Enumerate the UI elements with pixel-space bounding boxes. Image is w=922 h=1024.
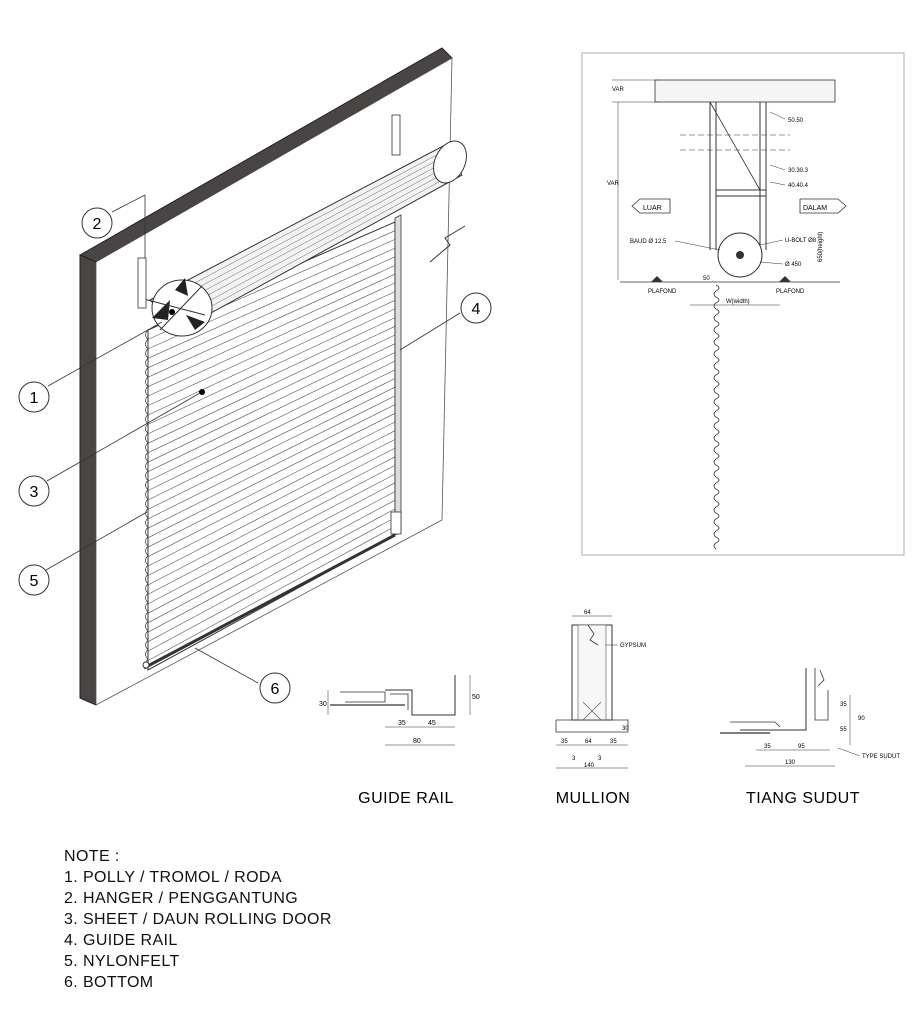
svg-text:6: 6 bbox=[270, 681, 280, 698]
svg-text:30: 30 bbox=[319, 701, 327, 708]
svg-text:VAR: VAR bbox=[612, 87, 624, 93]
svg-text:1: 1 bbox=[29, 390, 39, 407]
note-item: 3. SHEET / DAUN ROLLING DOOR bbox=[64, 911, 332, 928]
svg-text:30.30.3: 30.30.3 bbox=[788, 168, 809, 174]
svg-text:650(height): 650(height) bbox=[818, 231, 824, 262]
note-item: 2. HANGER / PENGGANTUNG bbox=[64, 890, 299, 907]
svg-text:35: 35 bbox=[561, 739, 568, 745]
svg-text:DALAM: DALAM bbox=[803, 205, 828, 212]
note-item: 5. NYLONFELT bbox=[64, 953, 180, 970]
section-detail bbox=[582, 53, 904, 555]
callout-4 bbox=[461, 293, 491, 323]
svg-text:35: 35 bbox=[764, 744, 771, 750]
tiang-sudut-section bbox=[720, 668, 900, 766]
svg-text:PLAFOND: PLAFOND bbox=[776, 289, 805, 295]
svg-text:80: 80 bbox=[413, 738, 421, 745]
svg-text:TYPE SUDUT: TYPE SUDUT bbox=[862, 754, 901, 760]
svg-text:140: 140 bbox=[584, 763, 595, 769]
svg-text:Ø 450: Ø 450 bbox=[785, 262, 802, 268]
guide-rail-section bbox=[319, 675, 480, 745]
svg-text:50: 50 bbox=[472, 694, 480, 701]
svg-text:64: 64 bbox=[584, 610, 591, 616]
svg-text:W(width): W(width) bbox=[726, 299, 750, 305]
svg-text:55: 55 bbox=[840, 727, 847, 733]
svg-text:2: 2 bbox=[92, 216, 102, 233]
svg-text:BAUD Ø 12.5: BAUD Ø 12.5 bbox=[630, 239, 667, 245]
svg-text:50.50: 50.50 bbox=[788, 118, 804, 124]
callout-3 bbox=[19, 476, 49, 506]
callout-5 bbox=[19, 565, 49, 595]
svg-text:PLAFOND: PLAFOND bbox=[648, 289, 677, 295]
svg-text:U-BOLT Ø8: U-BOLT Ø8 bbox=[785, 238, 817, 244]
svg-text:130: 130 bbox=[785, 760, 796, 766]
svg-text:95: 95 bbox=[798, 744, 805, 750]
svg-text:45: 45 bbox=[428, 720, 436, 727]
callout-2 bbox=[82, 208, 112, 238]
notes-heading: NOTE : bbox=[64, 848, 120, 865]
tiang-sudut-title: TIANG SUDUT bbox=[746, 790, 860, 807]
callout-6 bbox=[260, 673, 290, 703]
note-item: 4. GUIDE RAIL bbox=[64, 932, 178, 949]
svg-text:35: 35 bbox=[840, 702, 847, 708]
svg-text:40.40.4: 40.40.4 bbox=[788, 183, 809, 189]
svg-text:30: 30 bbox=[622, 726, 629, 732]
svg-text:GYPSUM: GYPSUM bbox=[620, 643, 647, 649]
svg-text:64: 64 bbox=[585, 739, 592, 745]
note-item: 6. BOTTOM bbox=[64, 974, 154, 991]
svg-text:LUAR: LUAR bbox=[643, 205, 662, 212]
svg-text:4: 4 bbox=[471, 301, 481, 318]
svg-text:50: 50 bbox=[703, 276, 710, 282]
guide-rail-title: GUIDE RAIL bbox=[358, 790, 454, 807]
note-item: 1. POLLY / TROMOL / RODA bbox=[64, 869, 282, 886]
svg-text:35: 35 bbox=[610, 739, 617, 745]
svg-text:90: 90 bbox=[858, 716, 865, 722]
mullion-title: MULLION bbox=[555, 790, 631, 807]
callout-1 bbox=[19, 382, 49, 412]
svg-text:VAR: VAR bbox=[607, 181, 619, 187]
svg-text:3: 3 bbox=[598, 756, 602, 762]
svg-text:3: 3 bbox=[29, 484, 39, 501]
mullion-section bbox=[556, 610, 646, 769]
svg-text:5: 5 bbox=[29, 573, 39, 590]
svg-text:35: 35 bbox=[398, 720, 406, 727]
notes-block bbox=[64, 846, 332, 993]
svg-text:3: 3 bbox=[572, 756, 576, 762]
